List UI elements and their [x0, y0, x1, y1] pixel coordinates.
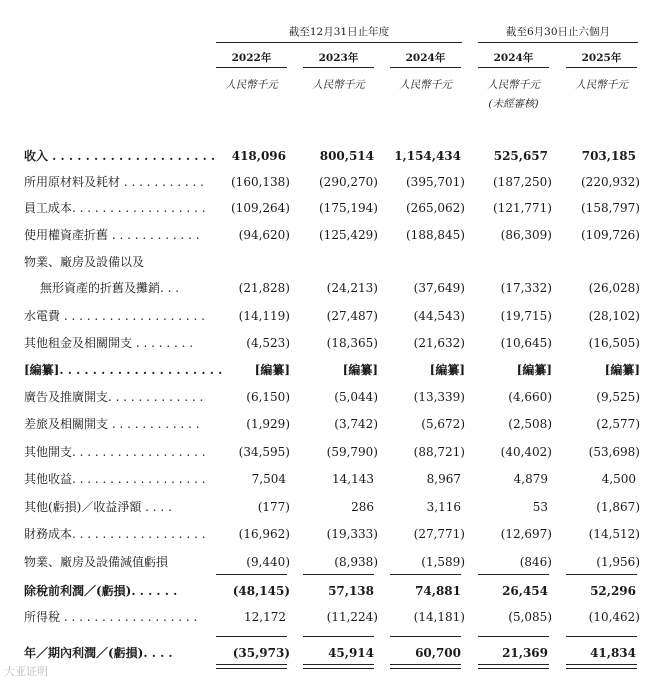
column-year-5: 2025年: [581, 52, 622, 64]
row-value-col-4: (19,715): [500, 309, 552, 323]
row-label: 除稅前利潤／(虧損). . . . . .: [24, 584, 178, 598]
table-row: [0, 387, 656, 407]
table-row: [0, 607, 656, 627]
row-value-col-2: (290,270): [319, 175, 378, 189]
row-value-col-3: (395,701): [406, 175, 465, 189]
row-value-col-1: (109,264): [231, 201, 290, 215]
row-value-col-4: (10,645): [500, 336, 552, 350]
row-value-col-3: 8,967: [426, 472, 461, 486]
row-value-col-2: (19,333): [326, 527, 378, 541]
row-value-col-4: (187,250): [493, 175, 552, 189]
row-value-col-5: [編纂]: [604, 363, 640, 377]
row-label: 差旅及相關開支 . . . . . . . . . . . .: [24, 417, 200, 431]
subtotal-line: [303, 574, 374, 575]
row-label: 年／期內利潤／(虧損). . . .: [24, 646, 173, 660]
table-row: [0, 469, 656, 489]
row-value-col-2: (27,487): [326, 309, 378, 323]
row-label: 無形資產的折舊及攤銷. . .: [40, 281, 180, 295]
row-value-col-5: (2,577): [596, 417, 640, 431]
row-value-col-1: (21,828): [238, 281, 290, 295]
row-label: 所得稅 . . . . . . . . . . . . . . . . . .: [24, 610, 198, 624]
row-value-col-3: (1,589): [421, 555, 465, 569]
column-year-4: 2024年: [493, 52, 534, 64]
column-unit-4: 人民幣千元: [487, 79, 540, 91]
subtotal-line: [303, 636, 374, 637]
interim-header-underline: [478, 42, 638, 43]
row-value-col-4: (86,309): [500, 228, 552, 242]
table-row: [0, 524, 656, 544]
row-value-col-2: (125,429): [319, 228, 378, 242]
total-double-underline: [303, 664, 374, 669]
row-value-col-1: 7,504: [251, 472, 286, 486]
row-label: 所用原材料及耗材 . . . . . . . . . . .: [24, 175, 204, 189]
column-unit-1: 人民幣千元: [225, 79, 278, 91]
row-value-col-5: (28,102): [588, 309, 640, 323]
table-row: [0, 306, 656, 326]
row-value-col-3: (88,721): [413, 445, 465, 459]
row-value-col-5: (220,932): [581, 175, 640, 189]
row-value-col-3: (21,632): [413, 336, 465, 350]
row-value-col-4: 525,657: [493, 149, 548, 163]
row-value-col-3: (5,672): [421, 417, 465, 431]
watermark: 大亚证明: [4, 665, 48, 678]
row-value-col-4: (5,085): [508, 610, 552, 624]
row-value-col-2: 45,914: [328, 646, 374, 660]
row-label: 其他(虧損)／收益淨額 . . . .: [24, 500, 172, 514]
row-value-col-5: (1,956): [596, 555, 640, 569]
row-value-col-5: (9,525): [596, 390, 640, 404]
row-value-col-3: 1,154,434: [394, 149, 461, 163]
row-value-col-4: 53: [532, 500, 548, 514]
column-note-unaudited: (未經審核): [488, 98, 539, 110]
row-value-col-4: (846): [519, 555, 552, 569]
row-value-col-2: 14,143: [332, 472, 374, 486]
row-value-col-5: (10,462): [588, 610, 640, 624]
row-value-col-3: (27,771): [413, 527, 465, 541]
row-value-col-5: (53,698): [588, 445, 640, 459]
row-value-col-5: 703,185: [581, 149, 636, 163]
row-label: 其他收益. . . . . . . . . . . . . . . . . .: [24, 472, 206, 486]
row-value-col-1: (94,620): [238, 228, 290, 242]
row-value-col-3: (14,181): [413, 610, 465, 624]
row-value-col-2: [編纂]: [342, 363, 378, 377]
column-year-2: 2023年: [318, 52, 359, 64]
column-year-underline: [566, 67, 637, 68]
row-value-col-5: 41,834: [590, 646, 636, 660]
table-row: [0, 643, 656, 663]
row-value-col-5: (158,797): [581, 201, 640, 215]
table-row: [0, 360, 656, 380]
column-unit-5: 人民幣千元: [575, 79, 628, 91]
row-value-col-1: (177): [257, 500, 290, 514]
row-value-col-2: 800,514: [319, 149, 374, 163]
subtotal-line: [216, 574, 287, 575]
row-value-col-2: (59,790): [326, 445, 378, 459]
row-label: 水電費 . . . . . . . . . . . . . . . . . . .: [24, 309, 205, 323]
table-row: [0, 172, 656, 192]
row-label: [編纂]. . . . . . . . . . . . . . . . . . . .: [24, 363, 223, 377]
total-double-underline: [566, 664, 637, 669]
table-row: [0, 497, 656, 517]
table-row: [0, 333, 656, 353]
row-value-col-4: (4,660): [508, 390, 552, 404]
row-value-col-4: 4,879: [513, 472, 548, 486]
row-value-col-3: (13,339): [413, 390, 465, 404]
row-value-col-5: 52,296: [590, 584, 636, 598]
row-label: 財務成本. . . . . . . . . . . . . . . . . .: [24, 527, 206, 541]
row-label: 廣告及推廣開支. . . . . . . . . . . . .: [24, 390, 204, 404]
row-value-col-5: (1,867): [596, 500, 640, 514]
row-value-col-4: (12,697): [500, 527, 552, 541]
row-value-col-2: (18,365): [326, 336, 378, 350]
row-value-col-2: (3,742): [334, 417, 378, 431]
table-row: [0, 442, 656, 462]
row-label: 物業、廠房及設備以及: [24, 255, 145, 269]
row-value-col-1: (35,973): [232, 646, 290, 660]
table-row: [0, 414, 656, 434]
row-value-col-4: 26,454: [502, 584, 548, 598]
row-value-col-5: (26,028): [588, 281, 640, 295]
row-label: 其他開支. . . . . . . . . . . . . . . . . .: [24, 445, 206, 459]
row-value-col-1: (9,440): [246, 555, 290, 569]
row-value-col-1: 12,172: [244, 610, 286, 624]
row-value-col-4: (2,508): [508, 417, 552, 431]
column-unit-3: 人民幣千元: [399, 79, 452, 91]
row-value-col-2: (11,224): [326, 610, 378, 624]
total-double-underline: [478, 664, 549, 669]
row-label: 員工成本. . . . . . . . . . . . . . . . . .: [24, 201, 206, 215]
subtotal-line: [216, 636, 287, 637]
row-value-col-2: (175,194): [319, 201, 378, 215]
column-year-underline: [303, 67, 374, 68]
row-label: 使用權資產折舊 . . . . . . . . . . . .: [24, 228, 200, 242]
table-row: [0, 552, 656, 572]
row-value-col-1: (48,145): [232, 584, 290, 598]
row-value-col-2: 57,138: [328, 584, 374, 598]
row-value-col-3: 60,700: [415, 646, 461, 660]
row-value-col-4: (121,771): [493, 201, 552, 215]
row-value-col-5: (14,512): [588, 527, 640, 541]
row-value-col-2: (24,213): [326, 281, 378, 295]
row-value-col-1: (4,523): [246, 336, 290, 350]
row-value-col-3: 3,116: [426, 500, 461, 514]
table-row: [0, 581, 656, 601]
row-value-col-1: (1,929): [246, 417, 290, 431]
interim-period-header: 截至6月30日止六個月: [505, 26, 611, 38]
subtotal-line: [566, 636, 637, 637]
row-value-col-1: (34,595): [238, 445, 290, 459]
row-value-col-3: [編纂]: [429, 363, 465, 377]
row-value-col-1: [編纂]: [254, 363, 290, 377]
row-value-col-1: (160,138): [231, 175, 290, 189]
row-value-col-3: (265,062): [406, 201, 465, 215]
row-label: 物業、廠房及設備減值虧損: [24, 555, 169, 569]
table-row: [0, 146, 656, 166]
row-label: 其他租金及相關開支 . . . . . . . .: [24, 336, 194, 350]
subtotal-line: [390, 636, 461, 637]
column-unit-2: 人民幣千元: [312, 79, 365, 91]
row-value-col-3: (44,543): [413, 309, 465, 323]
total-double-underline: [216, 664, 287, 669]
row-value-col-1: 418,096: [231, 149, 286, 163]
row-value-col-4: (40,402): [500, 445, 552, 459]
row-value-col-5: (16,505): [588, 336, 640, 350]
table-row: [0, 225, 656, 245]
row-value-col-1: (6,150): [246, 390, 290, 404]
row-label: 收入 . . . . . . . . . . . . . . . . . . . .: [24, 149, 216, 163]
table-row: [0, 252, 656, 272]
row-value-col-3: (37,649): [413, 281, 465, 295]
row-value-col-5: (109,726): [581, 228, 640, 242]
annual-period-header: 截至12月31日止年度: [288, 26, 390, 38]
row-value-col-1: (16,962): [238, 527, 290, 541]
subtotal-line: [390, 574, 461, 575]
row-value-col-3: 74,881: [415, 584, 461, 598]
subtotal-line: [478, 636, 549, 637]
subtotal-line: [478, 574, 549, 575]
column-year-underline: [216, 67, 287, 68]
row-value-col-3: (188,845): [406, 228, 465, 242]
subtotal-line: [566, 574, 637, 575]
row-value-col-4: [編纂]: [516, 363, 552, 377]
total-double-underline: [390, 664, 461, 669]
column-year-3: 2024年: [405, 52, 446, 64]
row-value-col-2: (5,044): [334, 390, 378, 404]
row-value-col-1: (14,119): [238, 309, 290, 323]
table-row: [0, 278, 656, 298]
table-row: [0, 198, 656, 218]
column-year-underline: [478, 67, 549, 68]
row-value-col-4: 21,369: [502, 646, 548, 660]
row-value-col-4: (17,332): [500, 281, 552, 295]
annual-header-underline: [216, 42, 462, 43]
row-value-col-5: 4,500: [601, 472, 636, 486]
row-value-col-2: 286: [351, 500, 374, 514]
column-year-underline: [390, 67, 461, 68]
row-value-col-2: (8,938): [334, 555, 378, 569]
column-year-1: 2022年: [231, 52, 272, 64]
